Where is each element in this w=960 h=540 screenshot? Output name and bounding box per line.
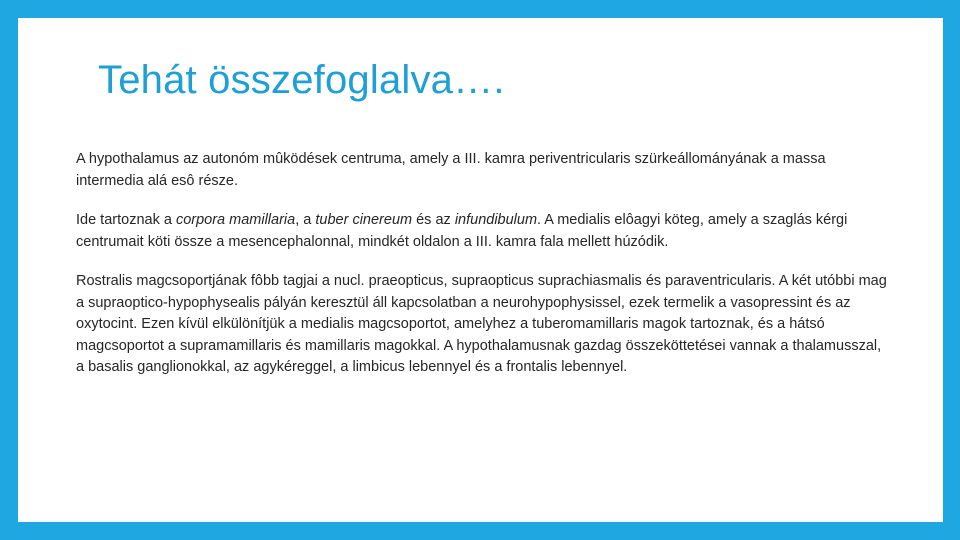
paragraph-3: Rostralis magcsoportjának fôbb tagjai a nucl. praeopticus, supraopticus suprachiasmalis és paraventricularis. A két utóbbi mag a supraoptico-hypophysealis pályán keresztül áll kapcsolatban a neurohypophysissel, ezek termelik a vasopressint és az oxytocint. Ezen kívül elkülönítjük a medialis magcsoportot, amelyhez a tuberomamillaris magok tartoznak, és a hátsó magcsoportot a supramamillaris és mamillaris magokkal. A hypothalamusnak gazdag összeköttetései vannak a thalamusszal, a basalis ganglionokkal, az agykéreggel, a limbicus lebennyel és a frontalis lebennyel. [76, 273, 887, 375]
paragraph-2 [76, 210, 888, 253]
term-tuber-cinereum: tuber cinereum [315, 212, 413, 228]
paragraph-2-text-4: . A medialis elôagyi köteg, amely a szaglás kérgi centrumait köti össze a mesencephalonnal, mindkét oldalon a III. kamra fala mellett húzódik. [76, 212, 848, 250]
slide-canvas [18, 18, 943, 522]
paragraph-2-text-2: , a [295, 212, 316, 228]
paragraph-1: A hypothalamus az autonóm mûködések centruma, amely a III. kamra periventricularis szürkeállományának a massa intermedia alá esô része. [76, 151, 826, 189]
slide-body [76, 149, 888, 397]
term-corpora-mamillaria: corpora mamillaria [175, 212, 296, 228]
term-infundibulum: infundibulum [454, 212, 538, 228]
paragraph-2-text-1: Ide tartoznak a [76, 212, 176, 228]
slide-title: Tehát összefoglalva…. [98, 58, 505, 102]
paragraph-2-text-3: és az [412, 212, 455, 228]
